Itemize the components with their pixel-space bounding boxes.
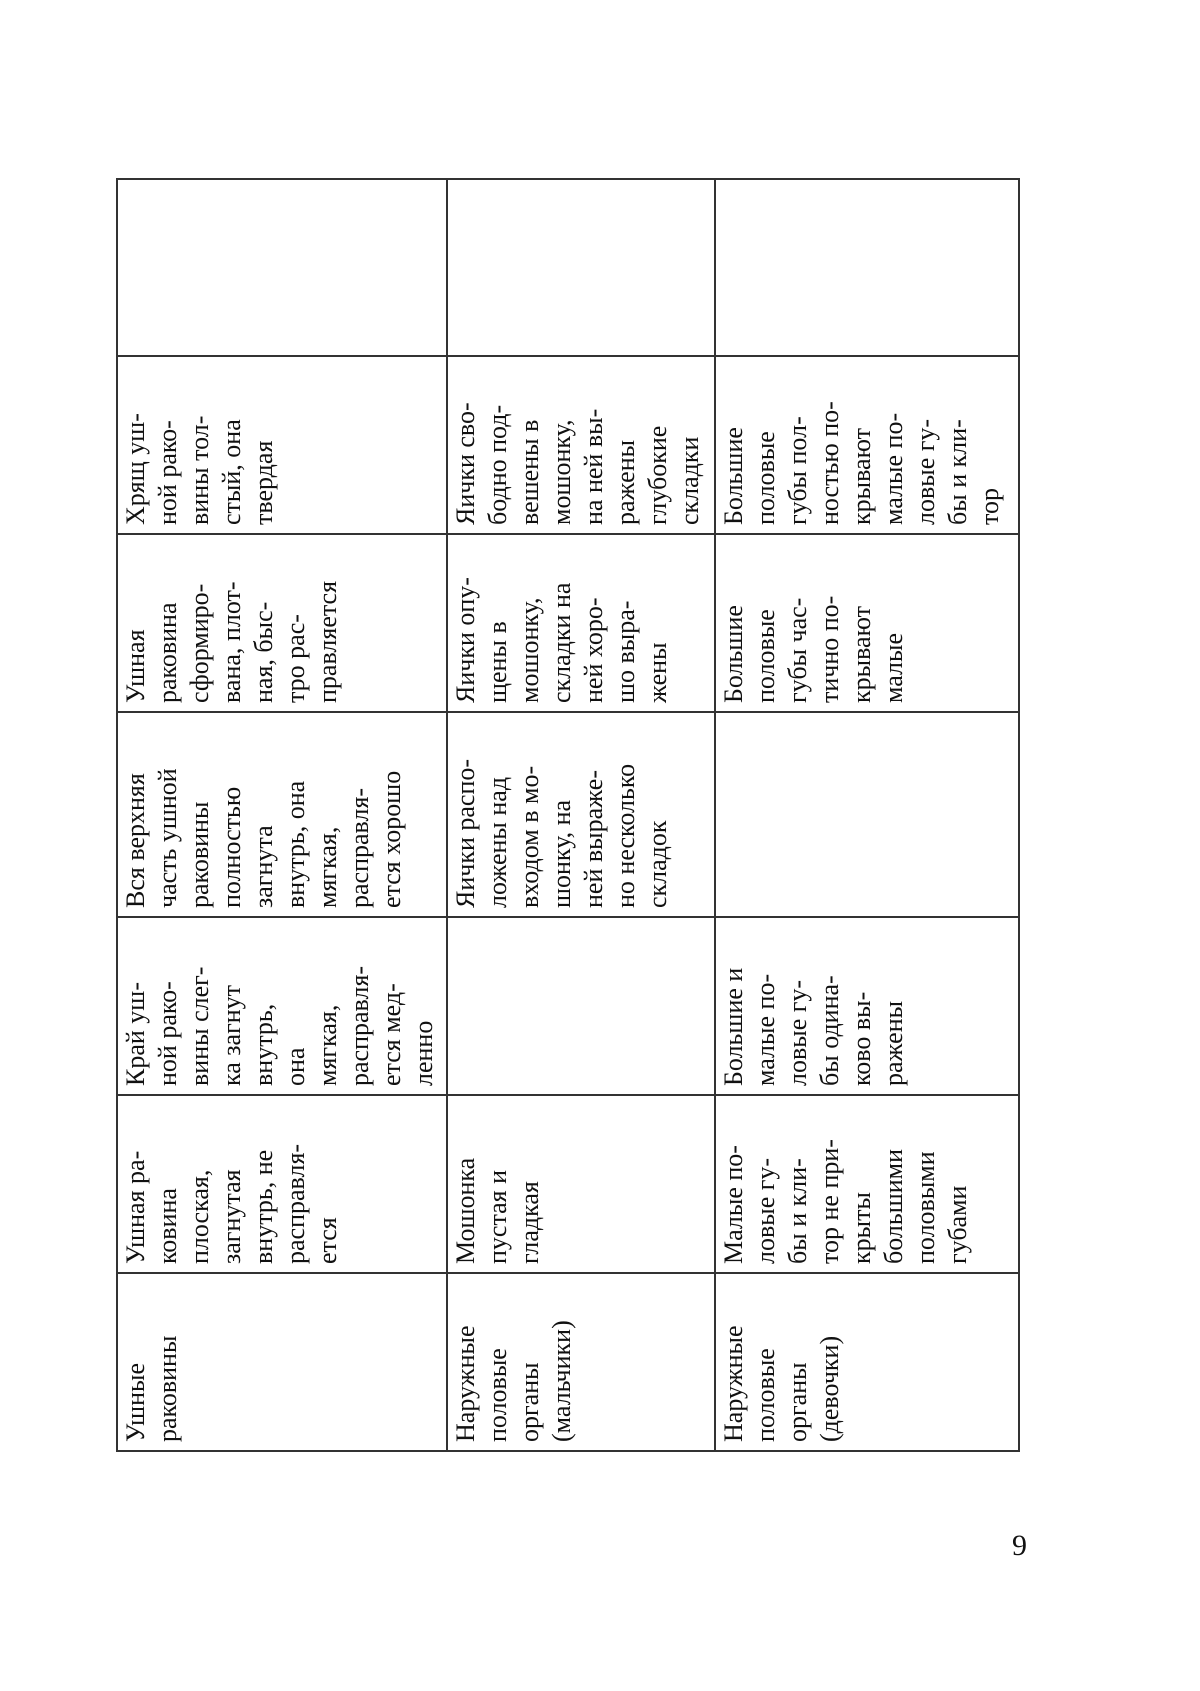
cell-text-line: (девочки): [815, 1335, 844, 1442]
cell-text-line: Яички распо-: [451, 758, 480, 908]
cell-text-line: твердая: [249, 440, 278, 525]
cell-text-line: Яички сво-: [451, 402, 480, 525]
cell-text-line: ней хоро-: [579, 597, 608, 703]
cell-text-line: сформиро-: [185, 583, 214, 703]
cell-text-line: органы: [515, 1362, 544, 1442]
cell-text-line: ловые гу-: [783, 979, 812, 1086]
cell-text-line: Яички опу-: [451, 577, 480, 703]
cell-text-line: (мальчики): [547, 1320, 576, 1442]
cell-text-line: загнутая: [217, 1169, 246, 1264]
row-header-cell: [715, 1273, 1019, 1451]
cell-text-line: входом в мо-: [515, 765, 544, 908]
cell-text-line: но несколько: [611, 763, 640, 908]
cell-text-line: складки на: [547, 582, 576, 703]
cell-text-line: органы: [783, 1362, 812, 1442]
cell-text-line: ловые гу-: [911, 418, 940, 525]
row-header-cell: [447, 1273, 715, 1451]
cell-text-line: мягкая,: [313, 826, 342, 908]
cell-text-line: расправля-: [281, 1143, 310, 1264]
cell-text-line: малые: [879, 632, 908, 703]
cell-text-line: крыты: [847, 1192, 876, 1264]
cell-text-line: Ушные: [121, 1362, 150, 1442]
cell-text-line: ражены: [879, 1000, 908, 1086]
table-cell: [447, 712, 715, 917]
cell-text-line: Большие: [719, 427, 748, 525]
cell-text-line: складок: [643, 820, 672, 908]
cell-text-line: Большие и: [719, 967, 748, 1086]
table-cell: [447, 534, 715, 712]
cell-text-line: ражены: [611, 439, 640, 525]
table-cell: [447, 1095, 715, 1273]
table-row-ears: [117, 179, 447, 1451]
cell-text-line: Наружные: [451, 1325, 480, 1442]
cell-text-line: половыми: [911, 1151, 940, 1264]
cell-text-line: половые: [751, 609, 780, 703]
table-cell: [117, 1095, 447, 1273]
cell-text-line: ково вы-: [847, 991, 876, 1086]
cell-text-line: шонку, на: [547, 799, 576, 908]
cell-text-line: половые: [483, 1348, 512, 1442]
cell-text-line: губы час-: [783, 597, 812, 703]
table-cell: [447, 917, 715, 1095]
cell-text-line: мошонку,: [515, 597, 544, 703]
cell-text-line: ленно: [409, 1020, 438, 1086]
table-cell: [117, 179, 447, 356]
cell-text-line: ней выраже-: [579, 770, 608, 908]
cell-text-line: шо выра-: [611, 600, 640, 703]
cell-text-line: малые по-: [751, 973, 780, 1086]
cell-text-line: мошонку,: [547, 419, 576, 525]
cell-text-line: вана, плот-: [217, 581, 246, 703]
table-cell: [117, 917, 447, 1095]
cell-text-line: тор: [975, 487, 1004, 525]
cell-text-line: мягкая,: [313, 1004, 342, 1086]
cell-text-line: большими: [879, 1148, 908, 1264]
cell-text-line: бодно под-: [483, 404, 512, 525]
cell-text-line: расправля-: [345, 965, 374, 1086]
cell-text-line: ка загнут: [217, 984, 246, 1086]
cell-text-line: вешены в: [515, 419, 544, 525]
cell-text-line: внутрь,: [249, 1003, 278, 1086]
cell-text-line: часть ушной: [153, 768, 182, 908]
cell-text-line: тро рас-: [281, 614, 310, 703]
cell-text-line: внутрь, не: [249, 1149, 278, 1264]
cell-text-line: Большие: [719, 605, 748, 703]
cell-text-line: тор не при-: [815, 1139, 844, 1264]
table-cell: [715, 534, 1019, 712]
table-cell: [715, 1095, 1019, 1273]
cell-text-line: губы пол-: [783, 416, 812, 525]
cell-text-line: ностью по-: [815, 401, 844, 525]
development-table-frame: [116, 180, 1018, 1452]
cell-text-line: раковины: [153, 1335, 182, 1442]
table-row-girls: [715, 179, 1019, 1451]
table-cell: [715, 712, 1019, 917]
cell-text-line: бы и кли-: [783, 1158, 812, 1264]
cell-text-line: ная, быс-: [249, 601, 278, 703]
table-cell: [715, 917, 1019, 1095]
cell-text-line: вины тол-: [185, 415, 214, 525]
row-header-cell: [117, 1273, 447, 1451]
cell-text-line: крывают: [847, 605, 876, 703]
cell-text-line: она: [281, 1047, 310, 1086]
cell-text-line: ется: [313, 1217, 342, 1264]
cell-text-line: ется мед-: [377, 983, 406, 1086]
cell-text-line: Вся верхняя: [121, 773, 150, 908]
cell-text-line: ной рако-: [153, 420, 182, 525]
cell-text-line: тично по-: [815, 595, 844, 703]
cell-text-line: Ушная ра-: [121, 1150, 150, 1264]
cell-text-line: гладкая: [515, 1181, 544, 1264]
development-table: [116, 178, 1020, 1452]
page-number: 9: [1012, 1529, 1027, 1562]
cell-text-line: раковина: [153, 602, 182, 703]
cell-text-line: полностью: [217, 786, 246, 908]
cell-text-line: бы одина-: [815, 975, 844, 1086]
table-cell: [447, 356, 715, 534]
cell-text-line: малые по-: [879, 412, 908, 525]
cell-text-line: половые: [751, 1348, 780, 1442]
cell-text-line: плоская,: [185, 1169, 214, 1264]
cell-text-line: внутрь, она: [281, 780, 310, 908]
cell-text-line: правляется: [313, 580, 342, 703]
cell-text-line: Край уш-: [121, 982, 150, 1086]
cell-text-line: ковина: [153, 1188, 182, 1264]
cell-text-line: стый, она: [217, 419, 246, 525]
cell-text-line: на ней вы-: [579, 408, 608, 525]
table-cell: [117, 712, 447, 917]
cell-text-line: раковины: [185, 801, 214, 908]
cell-text-line: жены: [643, 642, 672, 703]
cell-text-line: Мошонка: [451, 1157, 480, 1264]
cell-text-line: ловые гу-: [751, 1157, 780, 1264]
cell-text-line: глубокие: [643, 425, 672, 525]
cell-text-line: Ушная: [121, 629, 150, 703]
cell-text-line: загнута: [249, 825, 278, 908]
table-cell: [117, 534, 447, 712]
cell-text-line: губами: [943, 1185, 972, 1264]
table-cell: [715, 356, 1019, 534]
cell-text-line: крывают: [847, 427, 876, 525]
table-row-boys: [447, 179, 715, 1451]
cell-text-line: пустая и: [483, 1169, 512, 1264]
cell-text-line: ложены над: [483, 776, 512, 908]
cell-text-line: Наружные: [719, 1325, 748, 1442]
cell-text-line: ется хорошо: [377, 770, 406, 908]
cell-text-line: Малые по-: [719, 1145, 748, 1264]
cell-text-line: вины слег-: [185, 966, 214, 1086]
cell-text-line: складки: [675, 436, 704, 525]
cell-text-line: щены в: [483, 621, 512, 703]
table-cell: [447, 179, 715, 356]
table-body: [117, 179, 1019, 1451]
table-cell: [715, 179, 1019, 356]
table-cell: [117, 356, 447, 534]
cell-text-line: Хрящ уш-: [121, 413, 150, 525]
cell-text-line: расправля-: [345, 787, 374, 908]
cell-text-line: половые: [751, 431, 780, 525]
cell-text-line: бы и кли-: [943, 419, 972, 525]
cell-text-line: ной рако-: [153, 981, 182, 1086]
